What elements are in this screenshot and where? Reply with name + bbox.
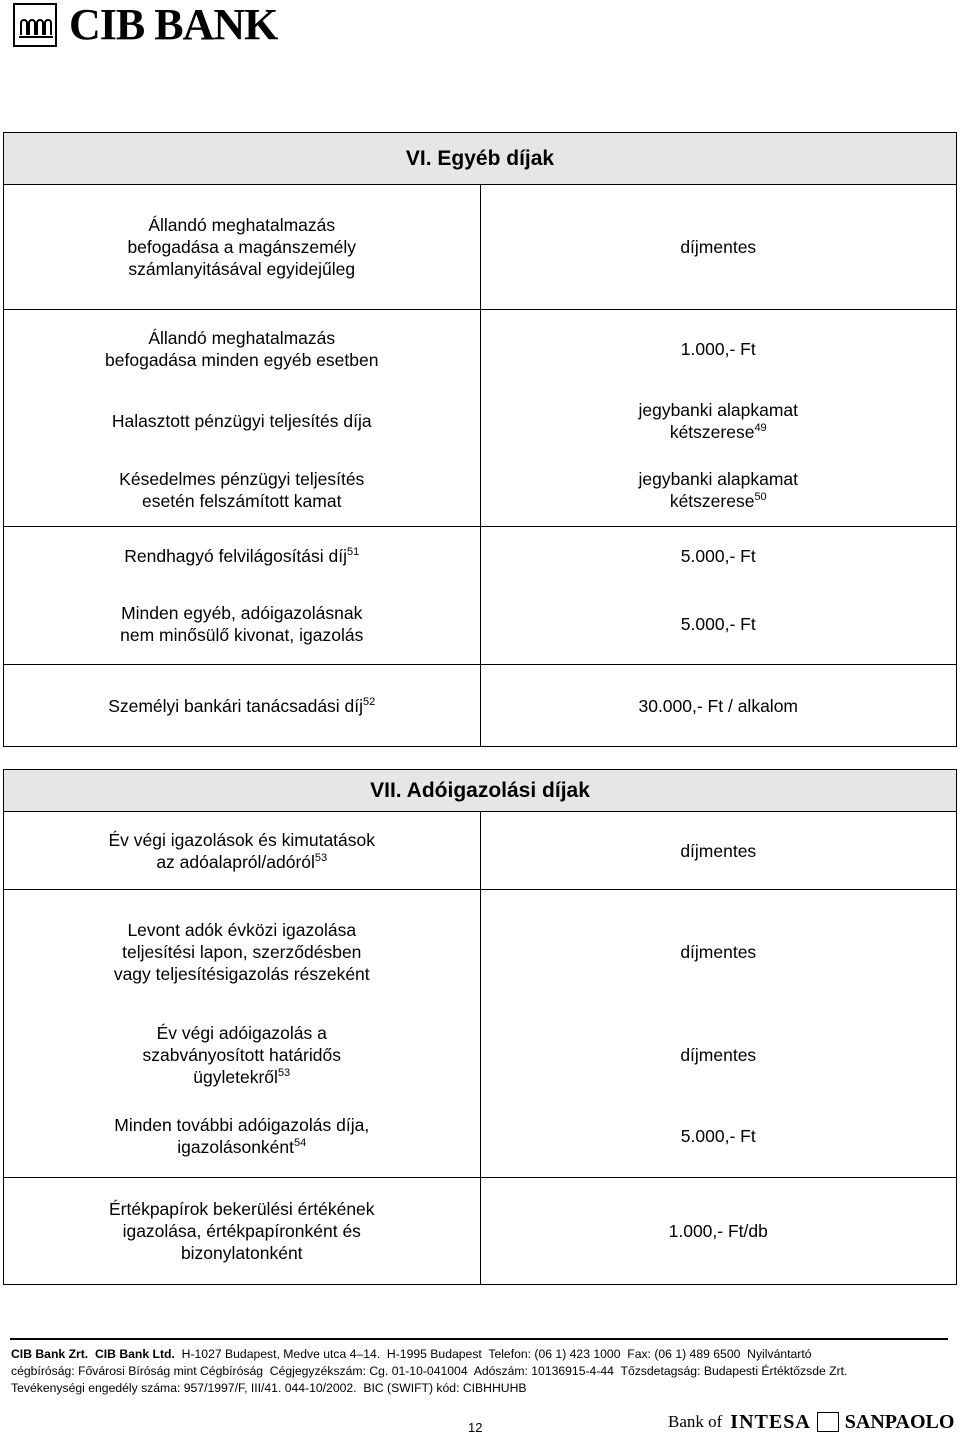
fee-value: díjmentes	[480, 185, 957, 310]
footer-line-2: cégbíróság: Fővárosi Bíróság mint Cégbíróság Cégjegyzékszám: Cg. 01-10-041004 Adószám: 10136915-4-44 Tőzsdetagság: Budapesti Értéktőzsde Zrt.	[11, 1364, 848, 1378]
cib-columns-icon	[13, 3, 57, 47]
sanpaolo-text: SANPAOLO	[844, 1410, 955, 1433]
fees-table-vii	[3, 769, 957, 1285]
intesa-sanpaolo-logo	[668, 1410, 954, 1434]
page-number: 12	[468, 1420, 483, 1435]
fee-value: díjmentes	[480, 1014, 957, 1096]
fee-value: 5.000,- Ft	[480, 1096, 957, 1178]
fee-value: 30.000,- Ft / alkalom	[480, 665, 957, 747]
fee-label: Minden egyéb, adóigazolásnak nem minősülő kivonat, igazolás	[4, 585, 481, 665]
fee-label: Értékpapírok bekerülési értékének igazolása, értékpapíronként és bizonylatonként	[4, 1178, 481, 1285]
section-title: VII. Adóigazolási díjak	[4, 770, 957, 812]
fee-label: Rendhagyó felvilágosítási díj$^{51}$	[4, 527, 481, 585]
logo-text: CIB BANK	[69, 0, 278, 49]
footer-line-1: CIB Bank Zrt. CIB Bank Ltd. H-1027 Budapest, Medve utca 4–14. H-1995 Budapest Telefon: (06 1) 423 1000 Fax: (06 1) 489 6500 Nyilvántartó	[11, 1347, 812, 1361]
footer-line-3: Tevékenységi engedély száma: 957/1997/F, III/41. 044-10/2002. BIC (SWIFT) kód: CIBHHUHB	[11, 1381, 527, 1395]
fee-label: Késedelmes pénzügyi teljesítés esetén felszámított kamat	[4, 454, 481, 527]
intesa-square-icon	[817, 1412, 839, 1432]
fee-value: 1.000,- Ft/db	[480, 1178, 957, 1285]
bank-of-text: Bank of	[668, 1412, 723, 1431]
fee-label: Minden további adóigazolás díja, igazolásonként$^{54}$	[4, 1096, 481, 1178]
cib-bank-logo	[13, 2, 277, 48]
fee-value: 5.000,- Ft	[480, 585, 957, 665]
intesa-text: INTESA	[730, 1410, 811, 1433]
fee-value: díjmentes	[480, 812, 957, 890]
fee-value: 5.000,- Ft	[480, 527, 957, 585]
fee-value: jegybanki alapkamat kétszerese$^{49}$	[480, 388, 957, 454]
fee-label: Halasztott pénzügyi teljesítés díja	[4, 388, 481, 454]
fee-value: 1.000,- Ft	[480, 310, 957, 388]
fee-label: Év végi igazolások és kimutatások az adóalapról/adóról$^{53}$	[4, 812, 481, 890]
fee-value: jegybanki alapkamat kétszerese$^{50}$	[480, 454, 957, 527]
fee-label: Állandó meghatalmazás befogadása a magánszemély számlanyitásával egyidejűleg	[4, 185, 481, 310]
footer-divider	[10, 1338, 948, 1340]
fee-label: Év végi adóigazolás a szabványosított határidős ügyletekről$^{53}$	[4, 1014, 481, 1096]
section-title: VI. Egyéb díjak	[4, 133, 957, 185]
fee-label: Levont adók évközi igazolása teljesítési lapon, szerződésben vagy teljesítésigazolás részeként	[4, 890, 481, 1014]
fee-label: Állandó meghatalmazás befogadása minden egyéb esetben	[4, 310, 481, 388]
footer	[11, 1346, 956, 1397]
fee-label: Személyi bankári tanácsadási díj$^{52}$	[4, 665, 481, 747]
fees-table-vi	[3, 132, 957, 747]
fee-value: díjmentes	[480, 890, 957, 1014]
